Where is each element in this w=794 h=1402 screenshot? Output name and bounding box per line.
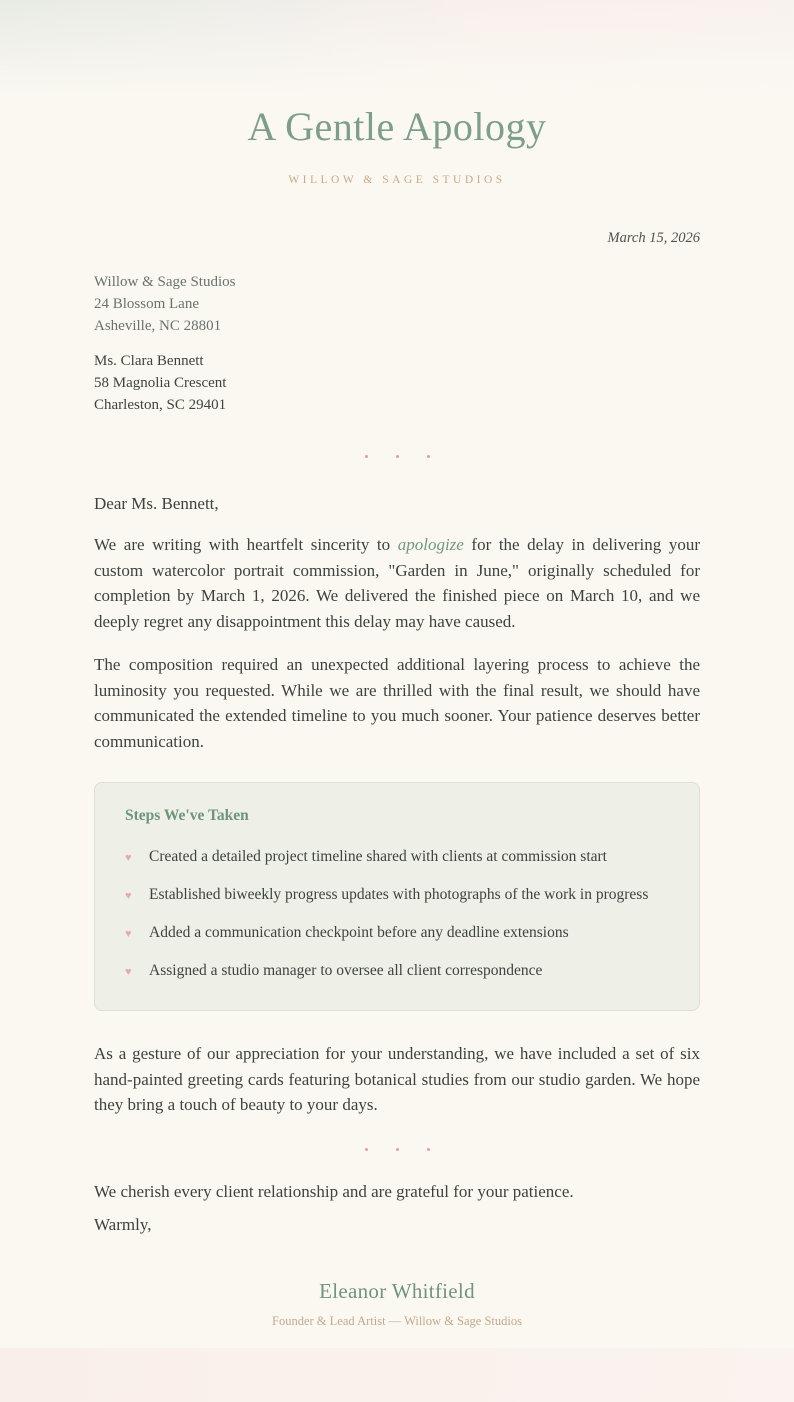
- paragraph-apology: [94, 532, 700, 634]
- letter-date: March 15, 2026: [607, 230, 700, 246]
- sender-line: Willow & Sage Studios: [94, 274, 236, 290]
- recipient-address: [94, 350, 700, 416]
- valediction: Warmly,: [94, 1214, 152, 1234]
- steps-box-heading: Steps We've Taken: [125, 807, 249, 824]
- divider-dot: [427, 1148, 430, 1151]
- list-item-text: Added a communication checkpoint before any deadline extensions: [149, 924, 569, 941]
- studio-subtitle: WILLOW & SAGE STUDIOS: [288, 174, 506, 186]
- paragraph-text: We are writing with heartfelt sincerity to: [94, 535, 398, 554]
- signature-block: [94, 1279, 700, 1329]
- paragraph-text: for the delay in delivering your custom watercolor portrait commission, "Garden in June," originally scheduled for completion by March 1, 2026. We delivered the finished piece on March 10, and we deeply regret any disappointment this delay may have caused.: [94, 535, 701, 631]
- divider-dot: [365, 1148, 368, 1151]
- heart-icon: ♥: [125, 852, 132, 864]
- list-item-text: Assigned a studio manager to oversee all client correspondence: [149, 962, 543, 979]
- signature-role: Founder & Lead Artist — Willow & Sage Studios: [272, 1313, 522, 1328]
- steps-list: [125, 845, 669, 984]
- divider-dot: [365, 455, 368, 458]
- bottom-gradient-band: [0, 1348, 794, 1402]
- paragraph-gift: As a gesture of our appreciation for your understanding, we have included a set of six hand-painted greeting cards featuring botanical studies from our studio garden. We hope they bring a touch of beauty to your days.: [94, 1044, 700, 1114]
- page-title: A Gentle Apology: [247, 104, 547, 149]
- list-item: [125, 921, 669, 946]
- list-item-text: Established biweekly progress updates with photographs of the work in progress: [149, 886, 649, 903]
- sender-address: [94, 271, 700, 337]
- closing-line: We cherish every client relationship and are grateful for your patience.: [94, 1181, 574, 1201]
- recipient-line: 58 Magnolia Crescent: [94, 375, 227, 391]
- signature-name: Eleanor Whitfield: [319, 1278, 475, 1303]
- dot-divider: [94, 1148, 700, 1152]
- list-item: [125, 883, 669, 908]
- list-item: [125, 845, 669, 870]
- recipient-line: Ms. Clara Bennett: [94, 353, 204, 369]
- divider-dot: [396, 455, 399, 458]
- steps-box: [94, 782, 700, 1011]
- salutation: Dear Ms. Bennett,: [94, 494, 219, 513]
- sender-line: 24 Blossom Lane: [94, 296, 199, 312]
- sender-line: Asheville, NC 28801: [94, 318, 222, 334]
- recipient-line: Charleston, SC 29401: [94, 397, 227, 413]
- heart-icon: ♥: [125, 928, 132, 940]
- list-item: [125, 959, 669, 984]
- heart-icon: ♥: [125, 966, 132, 978]
- list-item-text: Created a detailed project timeline shared with clients at commission start: [149, 848, 607, 865]
- divider-dot: [396, 1148, 399, 1151]
- dot-divider: [94, 454, 700, 458]
- divider-dot: [427, 455, 430, 458]
- heart-icon: ♥: [125, 890, 132, 902]
- paragraph-explanation: The composition required an unexpected additional layering process to achieve the luminosity you requested. While we are thrilled with the final result, we should have communicated the extended timeline to you much sooner. Your patience deserves better communication.: [94, 655, 700, 751]
- apologize-highlight: apologize: [397, 535, 464, 554]
